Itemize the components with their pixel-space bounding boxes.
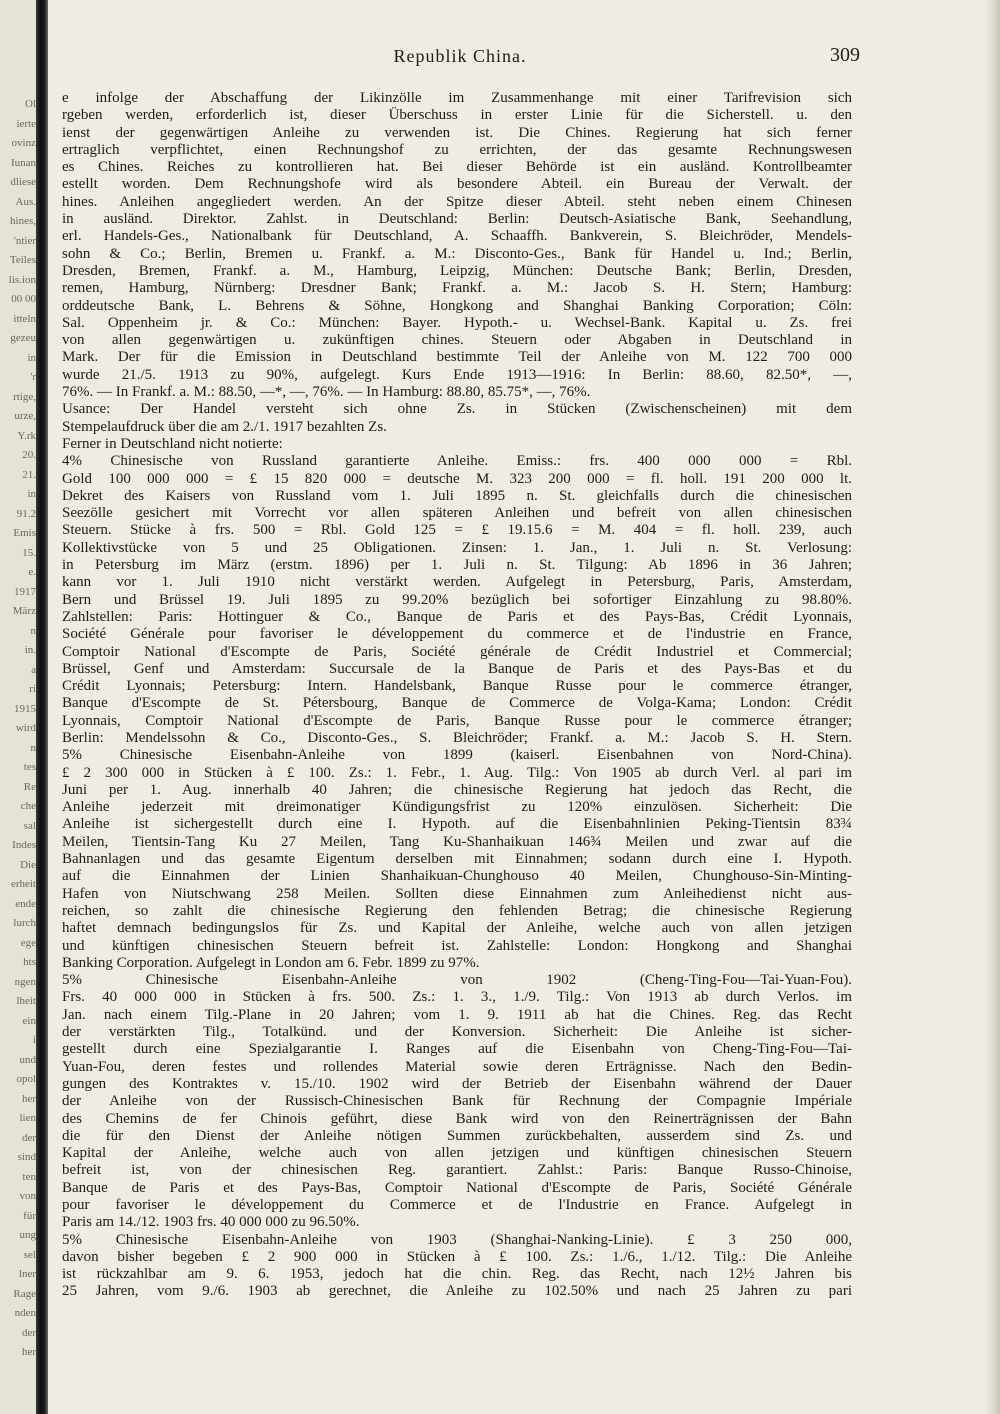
- text-line: ienst der gegenwärtigen Anleihe zu verwenden ist. Die Chines. Regierung hat sich ferner: [62, 124, 852, 141]
- text-line: gestellt durch eine Spezialgarantie I. Ranges auf die Eisenbahn von Cheng-Ting-Fou—Tai-: [62, 1041, 852, 1058]
- text-line: wurde 21./5. 1913 zu 90%, aufgelegt. Kurs Ende 1913—1916: In Berlin: 88.60, 82.50*, —,: [62, 366, 852, 383]
- adjacent-page-fragment: itteln: [13, 312, 36, 325]
- adjacent-page-fragment: gezeu: [10, 332, 36, 344]
- adjacent-page-fragment: lurch: [13, 917, 36, 929]
- text-line: Yuan-Fou, deren festes und rollendes Material sowie deren Erträgnisse. Nach den Bedin-: [62, 1058, 852, 1075]
- text-line: sohn & Co.; Berlin, Bremen u. Frankf. a. M.: Disconto-Ges., Bank für Handel u. Ind.; Berlin,: [62, 245, 852, 262]
- text-line: Comptoir National d'Escompte de Paris, Société générale de Crédit Industriel et Commercial;: [62, 643, 852, 660]
- adjacent-page-fragment: 00 00: [11, 293, 36, 305]
- body-text: [62, 90, 852, 1301]
- text-line: gungen des Kontraktes v. 15./10. 1902 wird der Betrieb der Eisenbahn während der Dauer: [62, 1075, 852, 1092]
- page-edge: [986, 0, 1000, 1414]
- text-line: Banque d'Escompte de St. Pétersbourg, Banque de Commerce de Volga-Kama; London: Crédit: [62, 695, 852, 712]
- adjacent-page-fragment: sind: [17, 1151, 36, 1163]
- adjacent-page-fragment: für: [23, 1209, 36, 1222]
- text-line: orddeutsche Bank, L. Behrens & Söhne, Hongkong and Shanghai Banking Corporation; Cöln:: [62, 297, 852, 314]
- text-line: Meilen, Tientsin-Tang Ku 27 Meilen, Tang Ku-Shanhaikuan 146¾ Meilen und zwar auf die: [62, 833, 852, 850]
- text-line: hines. Anleihen angegliedert werden. An der Spitze dieser Abteil. steht neben einem Chinesen: [62, 193, 852, 210]
- adjacent-page-fragment: ein: [22, 1014, 36, 1027]
- adjacent-page-fragment: Y.rk: [17, 429, 36, 442]
- adjacent-page-fragment: ierte: [16, 117, 36, 130]
- adjacent-page-fragment: 1917: [14, 585, 36, 598]
- adjacent-page-fragment: n: [30, 741, 36, 754]
- text-line: Juni per 1. Aug. innerhalb 40 Jahren; die chinesische Regierung hat jedoch das Recht, die: [62, 781, 852, 798]
- text-line: Banking Corporation. Aufgelegt in London am 6. Febr. 1899 zu 97%.: [62, 954, 480, 971]
- adjacent-page-fragment: Iunan: [10, 156, 36, 169]
- text-line: Ferner in Deutschland nicht notierte:: [62, 435, 283, 452]
- adjacent-page-fragment: e.: [28, 566, 36, 578]
- text-line: Banque de Paris et des Pays-Bas, Comptoir National d'Escompte de Paris, Société Générale: [62, 1179, 852, 1196]
- text-line: und künftigen chinesischen Steuern befreit ist. Zahlstelle: London: Hongkong and Shanghai: [62, 937, 852, 954]
- text-line: 5% Chinesische Eisenbahn-Anleihe von 1899 (kaiserl. Eisenbahnen von Nord-China).: [62, 747, 852, 764]
- book-gutter: [36, 0, 48, 1414]
- adjacent-page-fragment: ovinz: [11, 137, 36, 149]
- adjacent-page-fragment: Die: [20, 858, 36, 871]
- adjacent-page-fragment: ege: [20, 936, 36, 949]
- adjacent-page-fragment: 15.: [22, 546, 36, 559]
- running-title: Republik China.: [393, 46, 527, 66]
- adjacent-page-fragment: sal: [23, 819, 36, 832]
- text-line: 5% Chinesische Eisenbahn-Anleihe von 1902 (Cheng-Ting-Fou—Tai-Yuan-Fou).: [62, 972, 852, 989]
- adjacent-page-fragment: ende: [15, 897, 36, 910]
- text-line: die für den Dienst der Anleihe nötigen Summen zurückbehalten, ausserdem sind Zs. und: [62, 1127, 852, 1144]
- adjacent-page-fragment: nden: [14, 1307, 36, 1319]
- text-line: Anleihe jederzeit mit dreimonatiger Kündigungsfrist zu 120% einzulösen. Sicherheit: Die: [62, 799, 852, 816]
- text-line: 25 Jahren, vom 9./6. 1903 ab gerechnet, die Anleihe zu 102.50% und nach 25 Jahren zu pari: [62, 1283, 852, 1300]
- adjacent-page-fragment: Re: [23, 780, 36, 793]
- text-line: auf die Einnahmen der Linien Shanhaikuan-Chunghouso 40 Meilen, Chunghouso-Sin-Minting-: [62, 868, 852, 885]
- text-line: ertraglich verpflichtet, einen Rechnungshof zu errichten, der das gesamte Rechnungswesen: [62, 141, 852, 158]
- adjacent-page-fragment: in: [27, 351, 36, 364]
- text-line: in ausländ. Direktor. Zahlst. in Deutschland: Berlin: Deutsch-Asiatische Bank, Seehandlung,: [62, 211, 852, 228]
- text-line: Frs. 40 000 000 in Stücken à frs. 500. Zs.: 1. 3., 1./9. Tilg.: Von 1913 ab durch Verlos. im: [62, 989, 852, 1006]
- adjacent-page-fragment: von: [19, 1190, 36, 1202]
- adjacent-page-fragment: hines,: [10, 215, 36, 227]
- adjacent-page-fragment: i: [32, 1034, 36, 1046]
- text-line: reichen, so zahlt die chinesische Regierung den fehlenden Betrag; die chinesische Regierung: [62, 902, 852, 919]
- adjacent-page-fragment: und: [19, 1053, 36, 1066]
- text-line: Stempelaufdruck über die am 2./1. 1917 bezahlten Zs.: [62, 418, 387, 435]
- adjacent-page-fragment: n: [30, 624, 36, 637]
- adjacent-page-fragment: 'r: [30, 371, 36, 383]
- adjacent-page-fragment: Indes: [12, 839, 36, 851]
- text-line: rgeben werden, erforderlich ist, dieser Überschuss in erster Linie für die Sicherstell. u. den: [62, 107, 852, 124]
- adjacent-page-fragment: Rage: [13, 1287, 36, 1300]
- adjacent-page-fragment: ri: [29, 683, 36, 695]
- text-line: e infolge der Abschaffung der Likinzölle im Zusammenhange mit einer Tarifrevision sich: [62, 90, 852, 106]
- text-line: haftet demnach bedingungslos für Zs. und Kapital der Anleihe, welche auch von allen jetzigen: [62, 920, 852, 937]
- text-line: Zahlstellen: Paris: Hottinguer & Co., Banque de Paris et des Pays-Bas, Crédit Lyonnais,: [62, 608, 852, 625]
- adjacent-page-fragment: sel: [23, 1248, 36, 1261]
- text-line: von allen gegenwärtigen u. zukünftigen chines. Steuern oder Abgaben in Deutschland in: [62, 332, 852, 349]
- adjacent-page-fragment: Teiles: [9, 254, 36, 266]
- adjacent-page-fragment: Ol: [25, 98, 36, 110]
- text-line: Paris am 14./12. 1903 frs. 40 000 000 zu 96.50%.: [62, 1214, 360, 1231]
- text-line: Anleihe ist sichergestellt durch eine I. Hypoth. auf die Eisenbahnlinien Peking-Tientsin 83¾: [62, 816, 852, 833]
- adjacent-page-fragment: ung: [19, 1229, 36, 1241]
- adjacent-page-fragment: rtige,: [13, 390, 36, 403]
- text-line: davon bisher begeben £ 2 900 000 in Stücken à £ 100. Zs.: 1./6., 1./12. Tilg.: Die Anleihe: [62, 1248, 852, 1265]
- text-line: Mark. Der für die Emission in Deutschland bestimmte Teil der Anleihe von M. 122 700 000: [62, 349, 852, 366]
- adjacent-page-fragment: dliese: [10, 176, 36, 188]
- adjacent-page-fragment: a: [31, 663, 36, 676]
- adjacent-page-fragment: 1915: [14, 702, 36, 715]
- text-line: Lyonnais, Comptoir National d'Escompte de Paris, Banque Russe pour le commerce étranger;: [62, 712, 852, 729]
- adjacent-page-fragment: 'ntier: [13, 234, 36, 247]
- adjacent-page-fragment: März: [12, 605, 36, 617]
- text-line: Steuern. Stücke à frs. 500 = Rbl. Gold 125 = £ 19.15.6 = M. 404 = fl. holl. 239, auch: [62, 522, 852, 539]
- text-line: Hafen von Niutschwang 258 Meilen. Sollten diese Einnahmen zum Anleihedienst nicht aus-: [62, 885, 852, 902]
- adjacent-page-fragment: lien: [19, 1112, 36, 1124]
- text-line: Usance: Der Handel versteht sich ohne Zs. in Stücken (Zwischenscheinen) mit dem: [62, 401, 852, 418]
- adjacent-page-fragment: opol: [16, 1073, 36, 1085]
- text-line: Bern und Brüssel 19. Juli 1895 zu 99.20% bezüglich bei sofortiger Einzahlung zu 98.80%.: [62, 591, 852, 608]
- adjacent-page-fragment: her: [21, 1092, 36, 1105]
- text-line: £ 2 300 000 in Stücken à £ 100. Zs.: 1. Febr., 1. Aug. Tilg.: Von 1905 ab durch Verl. al pari im: [62, 764, 852, 781]
- text-line: Dekret des Kaisers von Russland vom 1. Juli 1895 n. St. gleichfalls durch die chinesischen: [62, 487, 852, 504]
- adjacent-page-fragment: che: [20, 800, 36, 812]
- adjacent-page-fragment: tes: [23, 761, 36, 773]
- adjacent-page-fragment: lner: [18, 1268, 36, 1280]
- adjacent-page-fragment: der: [21, 1326, 36, 1339]
- adjacent-page-fragment: der: [21, 1131, 36, 1144]
- text-line: der verstärkten Tilg., Totalkünd. und der Konversion. Sicherheit: Die Anleihe ist sicher-: [62, 1024, 852, 1041]
- text-line: Brüssel, Genf und Amsterdam: Succursale de la Banque de Paris et des Pays-Bas et du: [62, 660, 852, 677]
- text-line: 4% Chinesische von Russland garantierte Anleihe. Emiss.: frs. 400 000 000 = Rbl.: [62, 453, 852, 470]
- text-line: 5% Chinesische Eisenbahn-Anleihe von 1903 (Shanghai-Nanking-Linie). £ 3 250 000,: [62, 1231, 852, 1248]
- text-line: estellt worden. Dem Rechnungshofe wird als besondere Abteil. ein Bureau der Verwalt. der: [62, 176, 852, 193]
- adjacent-page-fragment: 21.: [22, 468, 36, 481]
- text-line: ist rückzahlbar am 9. 6. 1953, jedoch hat die chin. Reg. das Recht, nach 12½ Jahren bis: [62, 1266, 852, 1283]
- text-line: kann vor 1. Juli 1910 nicht verstärkt werden. Aufgelegt in Petersburg, Paris, Amsterdam,: [62, 574, 852, 591]
- adjacent-page-fragment: in.: [24, 644, 36, 656]
- text-line: Seezölle gesichert mit Vorrecht vor allen späteren Anleihen und befreit von allen chinesischen: [62, 505, 852, 522]
- text-line: Dresden, Bremen, Frankf. a. M., Hamburg, Leipzig, München: Deutsche Bank; Berlin, Dresden,: [62, 262, 852, 279]
- text-line: Berlin: Mendelssohn & Co., Disconto-Ges., S. Bleichröder; Frankf. a. M.: Jacob S. H. Stern.: [62, 729, 852, 746]
- text-line: remen, Hamburg, Nürnberg: Dresdner Bank; Frankf. a. M.: Jacob S. H. Stern; Hamburg:: [62, 280, 852, 297]
- adjacent-page-fragment: erheit: [10, 878, 36, 890]
- text-line: Société Générale pour favoriser le développement du commerce et de l'industrie en France,: [62, 626, 852, 643]
- adjacent-page-strip: [0, 0, 38, 1414]
- text-line: Crédit Lyonnais; Petersburg: Intern. Handelsbank, Banque Russe pour le commerce étranger,: [62, 678, 852, 695]
- text-line: Kapital der Anleihe, welche auch von allen jetzigen und künftigen chinesischen Steuern: [62, 1145, 852, 1162]
- text-line: Sal. Oppenheim jr. & Co.: München: Bayer. Hypoth.- u. Wechsel-Bank. Kapital u. Zs. frei: [62, 314, 852, 331]
- text-line: Jan. nach einem Tilg.-Plane in 20 Jahren; vom 1. 9. 1911 ab hat die Chines. Reg. das Recht: [62, 1006, 852, 1023]
- adjacent-page-fragment: in: [27, 488, 36, 500]
- adjacent-page-fragment: ngen: [14, 975, 36, 988]
- text-line: Kollektivstücke von 5 und 25 Obligationen. Zinsen: 1. Jan., 1. Juli n. St. Verlosung:: [62, 539, 852, 556]
- text-line: erl. Handels-Ges., Nationalbank für Deutschland, A. Schaaffh. Bankverein, S. Bleichröder, Mendels-: [62, 228, 852, 245]
- text-line: 76%. — In Frankf. a. M.: 88.50, —*, —, 76%. — In Hamburg: 88.80, 85.75*, —, 76%.: [62, 384, 591, 401]
- page-header: [60, 42, 860, 76]
- text-line: Gold 100 000 000 = £ 15 820 000 = deutsche M. 323 200 000 = fl. holl. 191 200 000 lt.: [62, 470, 852, 487]
- adjacent-page-fragment: Emis: [13, 527, 36, 539]
- adjacent-page-fragment: wird: [15, 722, 36, 734]
- text-line: es Chines. Reiches zu kontrollieren hat. Bei dieser Behörde ist ein ausländ. Kontrollbeamter: [62, 159, 852, 176]
- adjacent-page-fragment: 20.: [22, 449, 36, 461]
- adjacent-page-fragment: urze,: [14, 410, 36, 422]
- adjacent-page-fragment: 91.2: [16, 507, 36, 520]
- adjacent-page-fragment: lheit: [16, 995, 36, 1007]
- adjacent-page-fragment: Aus.: [15, 195, 36, 208]
- text-line: der Anleihe von der Russisch-Chinesischen Bank für Rechnung der Compagnie Impériale: [62, 1093, 852, 1110]
- adjacent-page-fragment: lis.ion: [8, 273, 36, 286]
- adjacent-page-fragment: hts: [23, 956, 36, 968]
- text-line: Bahnanlagen und das gesamte Eigentum derselben mit Einnahmen; sodann durch eine I. Hypoth.: [62, 851, 852, 868]
- text-line: pour favoriser le développement du Commerce et de l'Industrie en France. Aufgelegt in: [62, 1197, 852, 1213]
- adjacent-page-fragment: ten: [22, 1170, 36, 1183]
- text-line: in Petersburg im März (erstm. 1896) per 1. Juli n. St. Tilgung: Ab 1896 in 36 Jahren;: [62, 557, 852, 574]
- text-line: befreit ist, von der chinesischen Reg. garantiert. Zahlst.: Paris: Banque Russo-Chinoise,: [62, 1162, 852, 1179]
- page-number: 309: [830, 44, 860, 66]
- text-line: des Chemins de fer Chinois geführt, diese Bank wird von den Reinerträgnissen der Bahn: [62, 1110, 852, 1127]
- adjacent-page-fragment: her: [21, 1346, 36, 1358]
